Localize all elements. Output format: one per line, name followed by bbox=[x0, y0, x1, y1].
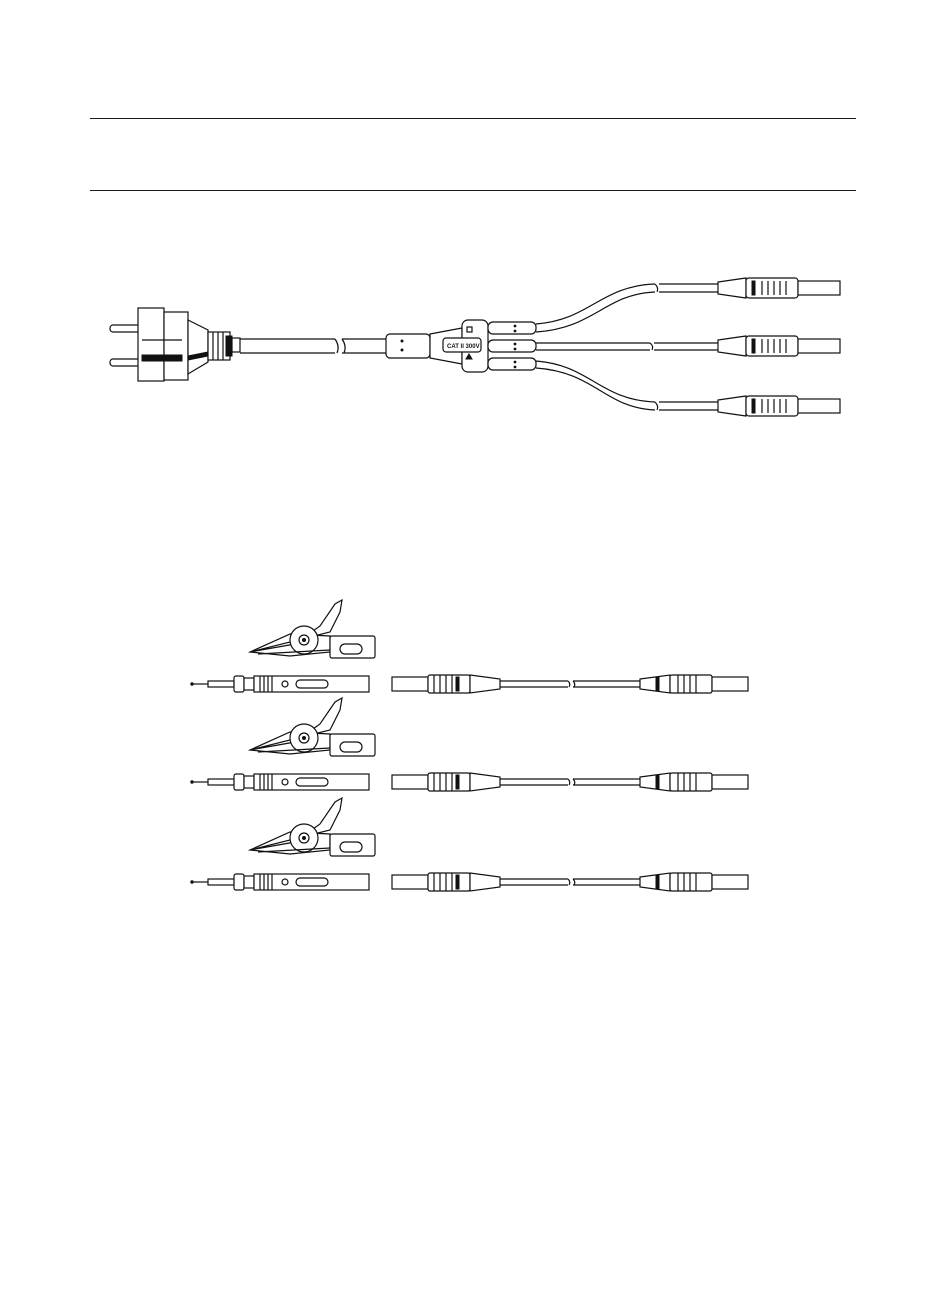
mains-plug-cable-figure bbox=[90, 290, 850, 430]
voltage-rating-label: CAT II 300V bbox=[447, 344, 480, 350]
main-cable bbox=[240, 339, 386, 353]
lead-set-2 bbox=[191, 698, 748, 791]
safety-plug-3 bbox=[718, 396, 840, 416]
header-rule-top bbox=[90, 118, 856, 119]
test-leads-figure bbox=[180, 596, 760, 896]
safety-plug-1 bbox=[718, 278, 840, 298]
splitter-housing bbox=[386, 320, 536, 372]
safety-plug-2 bbox=[718, 336, 840, 356]
plug-pins bbox=[110, 325, 140, 366]
schuko-plug bbox=[138, 308, 240, 381]
lead-set-3 bbox=[191, 798, 748, 891]
header-rule-bottom bbox=[90, 190, 856, 191]
lead-set-1 bbox=[191, 600, 748, 693]
branch-cables bbox=[536, 284, 718, 410]
